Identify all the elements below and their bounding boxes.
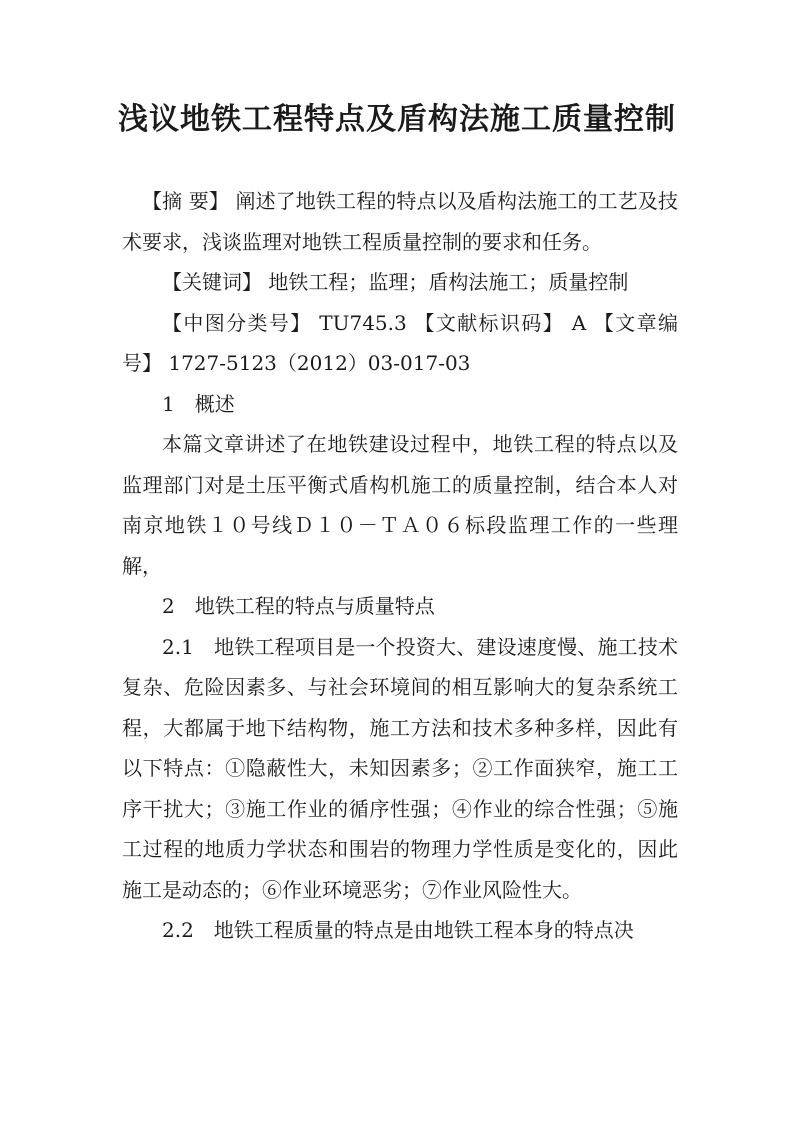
document-title: 浅议地铁工程特点及盾构法施工质量控制 xyxy=(118,102,676,137)
keywords-paragraph: 【关键词】 地铁工程；监理；盾构法施工；质量控制 xyxy=(162,270,629,294)
document-body xyxy=(122,181,678,951)
paragraph-2-2: 2.2 地铁工程质量的特点是由地铁工程本身的特点决 xyxy=(162,918,634,942)
section-1-paragraph: 本篇文章讲述了在地铁建设过程中，地铁工程的特点以及监理部门对是土压平衡式盾构机施工的质量控制，结合本人对南京地铁１０号线Ｄ１０－ＴＡ０６标段监理工作的一些理解， xyxy=(122,432,678,578)
section-2-heading: 2 地铁工程的特点与质量特点 xyxy=(162,594,435,618)
section-1-heading: 1 概述 xyxy=(162,391,235,416)
classification-paragraph: 【中图分类号】 TU745.3 【文献标识码】 A 【文章编号】 1727-5123（2012）03-017-03 xyxy=(122,310,678,375)
paragraph-2-1: 2.1 地铁工程项目是一个投资大、建设速度慢、施工技术复杂、危险因素多、与社会环境间的相互影响大的复杂系统工程，大都属于地下结构物，施工方法和技术多种多样，因此有以下特点：①隐蔽性大，未知因素多；②工作面狭窄，施工工序干扰大；③施工作业的循序性强；④作业的综合性强；⑤施工过程的地质力学状态和围岩的物理力学性质是变化的，因此施工是动态的；⑥作业环境恶劣；⑦作业风险性大。 xyxy=(122,634,678,902)
abstract-paragraph: 【摘 要】 阐述了地铁工程的特点以及盾构法施工的工艺及技术要求，浅谈监理对地铁工程质量控制的要求和任务。 xyxy=(122,189,678,254)
